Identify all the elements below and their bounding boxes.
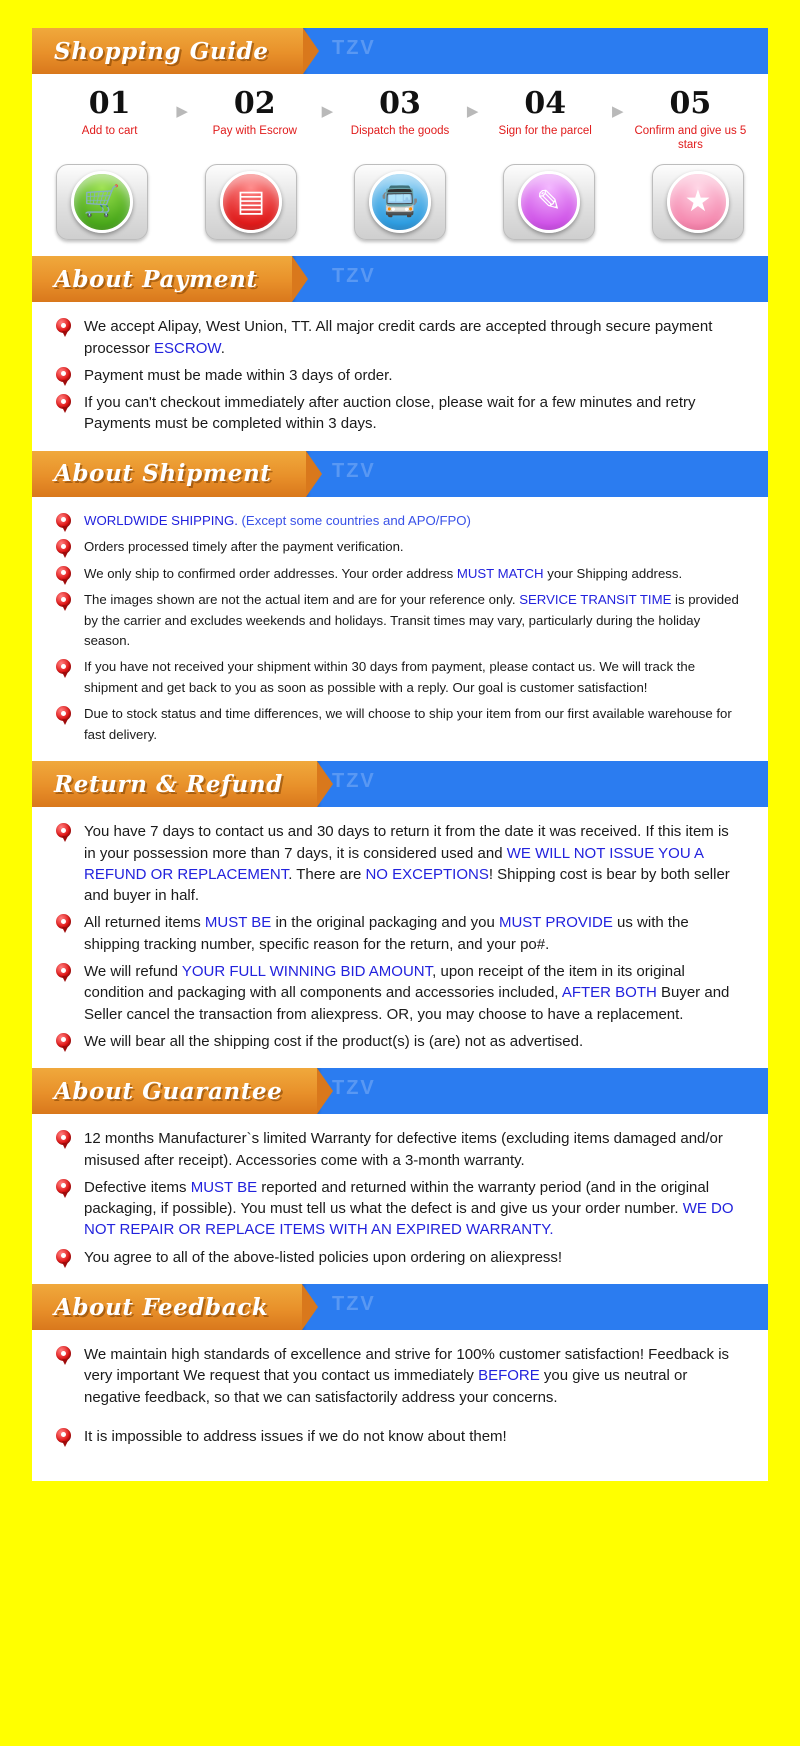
pin-icon — [56, 592, 71, 611]
pin-icon — [56, 394, 71, 413]
pin-icon — [56, 823, 71, 842]
pin-icon — [56, 914, 71, 933]
list-item — [54, 392, 742, 435]
pin-icon — [56, 513, 71, 532]
about-guarantee-body — [32, 1114, 768, 1284]
about-feedback-body — [32, 1330, 768, 1463]
step-number: 03 — [379, 86, 421, 121]
step-label: Pay with Escrow — [212, 124, 297, 137]
arrow-icon: ▶ — [612, 103, 624, 120]
watermark: TZV — [332, 770, 376, 793]
watermark: TZV — [332, 1293, 376, 1316]
banner-tab — [32, 451, 306, 497]
list-item-text: Defective items MUST BE reported and returned within the warranty period (and in the original packaging, if possible). You must tell us what the defect is and give us your order number. WE DO NOT REPAIR OR REPLACE ITEMS WITH AN EXPIRED WARRANTY. — [84, 1178, 734, 1239]
step-label: Confirm and give us 5 stars — [634, 124, 747, 151]
list-item — [54, 1177, 742, 1241]
pin-icon — [56, 318, 71, 337]
step-04 — [486, 88, 605, 138]
shopping-cart-icon: 🛒 — [71, 171, 133, 233]
pin-icon — [56, 539, 71, 558]
list-item-text: We only ship to confirmed order addresses. Your order address MUST MATCH your Shipping address. — [84, 565, 683, 581]
list-item — [54, 912, 742, 955]
return-list — [54, 821, 742, 1052]
list-item — [54, 590, 742, 651]
pin-icon — [56, 659, 71, 678]
step-number: 05 — [669, 86, 712, 121]
list-item-text: All returned items MUST BE in the original packaging and you MUST PROVIDE us with the shipping tracking number, specific reason for the return, and your po#. — [84, 914, 689, 953]
icon-tile-5 — [652, 164, 744, 240]
list-item — [54, 1426, 742, 1447]
list-item-text: If you have not received your shipment within 30 days from payment, please contact us. We will track the shipment and get back to you as soon as possible with a reply. Our goal is customer satisfaction! — [84, 659, 696, 695]
arrow-icon: ▶ — [466, 103, 479, 120]
list-item-text: We accept Alipay, West Union, TT. All major credit cards are accepted through secure payment processor ESCROW. — [84, 318, 713, 357]
guarantee-list — [54, 1128, 742, 1268]
list-item-text: 12 months Manufacturer`s limited Warranty for defective items (excluding items damaged and/or misused after receipt). Accessories come with a 3-month warranty. — [84, 1130, 723, 1169]
step-icons-row — [42, 152, 758, 240]
list-item-text: You agree to all of the above-listed policies upon ordering on aliexpress! — [84, 1248, 563, 1266]
pin-icon — [56, 706, 71, 725]
step-label: Dispatch the goods — [350, 124, 450, 137]
watermark: TZV — [332, 1077, 376, 1100]
section-title: Return & Refund — [54, 770, 283, 798]
return-refund-body — [32, 807, 768, 1068]
pin-icon — [56, 1428, 71, 1447]
list-item — [54, 704, 742, 745]
delivery-truck-icon: 🚍 — [369, 171, 431, 233]
pin-icon — [56, 1249, 71, 1268]
pin-icon — [56, 1179, 71, 1198]
step-05 — [631, 88, 750, 152]
list-item-text: You have 7 days to contact us and 30 days to return it from the date it was received. If this item is in your possession more than 7 days, it is considered used and WE WILL NOT ISSUE YOU A REFUND OR REPLACEMENT. There are NO EXCEPTIONS! Shipping cost is bear by both seller and buyer in half. — [84, 823, 730, 905]
banner-tab — [32, 256, 292, 302]
section-title: About Guarantee — [54, 1077, 283, 1105]
list-item-text: We will refund YOUR FULL WINNING BID AMOUNT, upon receipt of the item in its original condition and packaging with all components and accessories included, AFTER BOTH Buyer and Seller cancel the transaction from aliexpress. OR, you may choose to have a replacement. — [84, 963, 730, 1023]
feedback-list — [54, 1344, 742, 1447]
list-item-text: Orders processed timely after the payment verification. — [84, 539, 404, 555]
icon-tile-2 — [205, 164, 297, 240]
pin-icon — [56, 566, 71, 585]
about-shipment-body — [32, 497, 768, 762]
icon-tile-4 — [503, 164, 595, 240]
step-01 — [50, 88, 169, 138]
watermark: TZV — [332, 265, 376, 288]
list-item — [54, 1344, 742, 1408]
list-item-text: We will bear all the shipping cost if the product(s) is (are) not as advertised. — [84, 1032, 584, 1050]
list-item — [54, 821, 742, 906]
step-02 — [195, 88, 314, 138]
pin-icon — [56, 1130, 71, 1149]
section-header-shopping-guide — [32, 28, 768, 74]
list-item-text: We maintain high standards of excellence and strive for 100% customer satisfaction! Feedback is very important We request that you contact us immediately BEFORE you give us neutral or negative feedback, so that we can satisfactorily address your concerns. — [84, 1346, 730, 1406]
arrow-icon: ▶ — [176, 103, 188, 120]
shipment-list — [54, 511, 742, 746]
sign-document-icon: ✎ — [518, 171, 580, 233]
list-item-text: If you can't checkout immediately after auction close, please wait for a few minutes and retry Payments must be completed within 3 days. — [84, 394, 696, 433]
list-item — [54, 564, 742, 584]
section-header-about-shipment — [32, 451, 768, 497]
section-title: About Shipment — [54, 460, 272, 488]
section-title: About Feedback — [54, 1293, 269, 1321]
list-item — [54, 511, 742, 531]
list-item — [54, 1247, 742, 1268]
pin-icon — [56, 367, 71, 386]
list-item — [54, 657, 742, 698]
list-item-text: WORLDWIDE SHIPPING. (Except some countries and APO/FPO) — [84, 512, 471, 528]
section-header-return-refund — [32, 761, 768, 807]
pin-icon — [56, 963, 71, 982]
step-label: Add to cart — [81, 124, 138, 137]
shopping-guide-body — [32, 74, 768, 256]
step-number: 01 — [88, 86, 131, 121]
list-item-text: It is impossible to address issues if we do not know about them! — [84, 1427, 507, 1445]
payment-list — [54, 316, 742, 434]
step-number: 02 — [233, 86, 276, 121]
list-item — [54, 365, 742, 386]
section-header-about-feedback — [32, 1284, 768, 1330]
section-title: About Payment — [54, 265, 258, 293]
step-label: Sign for the parcel — [498, 124, 592, 137]
banner-tab — [32, 761, 317, 807]
banner-tab — [32, 28, 303, 74]
section-header-about-payment — [32, 256, 768, 302]
icon-tile-1 — [56, 164, 148, 240]
content-sheet — [32, 28, 768, 1481]
section-title: Shopping Guide — [54, 37, 269, 65]
list-item — [54, 316, 742, 359]
list-item — [54, 537, 742, 557]
steps-row — [42, 88, 758, 152]
list-item-text: Payment must be made within 3 days of order. — [84, 366, 393, 384]
banner-tab — [32, 1068, 317, 1114]
list-item-text: Due to stock status and time differences, we will choose to ship your item from our first available warehouse for fast delivery. — [84, 706, 732, 742]
arrow-icon: ▶ — [321, 103, 334, 120]
about-payment-body — [32, 302, 768, 450]
step-number: 04 — [524, 86, 567, 121]
watermark: TZV — [332, 459, 376, 482]
list-item — [54, 961, 742, 1025]
banner-tab — [32, 1284, 302, 1330]
credit-card-icon: ▤ — [220, 171, 282, 233]
pin-icon — [56, 1033, 71, 1052]
section-header-about-guarantee — [32, 1068, 768, 1114]
star-icon: ★ — [667, 171, 729, 233]
pin-icon — [56, 1346, 71, 1365]
list-item-text: The images shown are not the actual item and are for your reference only. SERVICE TRANSIT TIME is provided by the carrier and excludes weekends and holidays. Transit times may vary, particularly during the holiday season. — [84, 592, 739, 648]
icon-tile-3 — [354, 164, 446, 240]
watermark: TZV — [332, 37, 376, 59]
step-03 — [340, 88, 459, 138]
list-item — [54, 1031, 742, 1052]
list-item — [54, 1128, 742, 1171]
